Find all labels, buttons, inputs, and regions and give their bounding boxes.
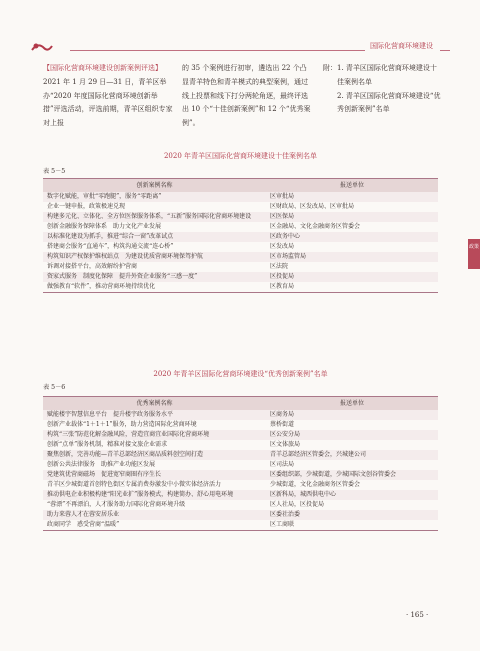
chapter-side-tab: 政策 [468,239,480,269]
table-row [43,192,438,202]
intro-column-3 [323,62,443,117]
intro-column-1 [43,62,173,131]
table-row [43,282,438,293]
table-row [43,460,438,470]
reporting-unit-cell: 区新科局，城西供电中心 [266,490,438,500]
case-name-cell: 聚焦创新，完善功能—青羊总部经济区商品质料创空间打造 [43,450,266,460]
table-row [43,222,438,232]
table2 [43,396,438,531]
intro-column-2 [182,62,312,131]
table-row [43,212,438,222]
table2-header-unit: 报送单位 [266,397,438,411]
case-name-cell: 资家式服务 制度化保障 提升外资企业服务“三感一度” [43,272,266,282]
page-number: · 165 · [406,611,429,619]
table1-header-name: 创新案例名称 [43,179,266,193]
reporting-unit-cell: 区司法局 [266,460,438,470]
header-rule-right [440,50,450,51]
table1-title: 2020 年青羊区国际化营商环境建设十佳案例名单 [163,152,318,160]
appendix-label: 附： [323,64,337,72]
reporting-unit-cell: 区政务中心 [266,232,438,242]
case-name-cell: 青羊区少城街道首创特色街区专属消费券激发中小微实体经济活力 [43,480,266,490]
reporting-unit-cell: 青羊总部经济区管委会，兴城建公司 [266,450,438,460]
table-row [43,410,438,420]
table2-body [43,410,438,531]
reporting-unit-cell: 区公安分局 [266,430,438,440]
header-rule [70,50,365,51]
table-row [43,430,438,440]
reporting-unit-cell: 区市场监管局 [266,252,438,262]
table-row [43,450,438,460]
case-name-cell: 创新公共法律服务 助推产业功能区发展 [43,460,266,470]
reporting-unit-cell: 区委社治委 [266,510,438,520]
reporting-unit-cell: 区文体旅局 [266,440,438,450]
table1-label: 表 5－5 [43,168,66,175]
intro-text-1: 2021 年 1 月 29 日—31 日，青羊区举办“2020 年度国际化营商环境创新举措”评选活动，评选前期，青羊区组织专家对上报 [43,77,173,128]
case-name-cell: 构筑“三张”防范化解金融风险，营造宜商宜业国际化营商环境 [43,430,266,440]
case-name-cell: 以标准化建设为抓手，推进“综合一窗”改革试点 [43,232,266,242]
table-row [43,232,438,242]
table-row [43,490,438,500]
reporting-unit-cell: 区教育局 [266,282,438,293]
table1-body [43,192,438,293]
table-row [43,520,438,531]
table-row [43,202,438,212]
case-name-cell: 赋能楼宇智慧信息平台 提升楼宇政务服务水平 [43,410,266,420]
intro-heading: 【国际化营商环境建设创新案例评选】 [43,64,162,72]
reporting-unit-cell: 蔡桥街道 [266,420,438,430]
table2-header-name: 优秀案例名称 [43,397,266,411]
reporting-unit-cell: 区医保局 [266,212,438,222]
reporting-unit-cell: 区委组织部，少城街道，少城国际文创谷管委会 [266,470,438,480]
table-row [43,440,438,450]
case-name-cell: 党建筑优营商磁场 促进宽窄商圈有序生长 [43,470,266,480]
case-name-cell: 构筑知识产权保护维权站点 为建设优质营商环境保驾护航 [43,252,266,262]
case-name-cell: 构建多元化、立体化、全方位医保服务体系，“五新”服务国际化营商环境建设 [43,212,266,222]
reporting-unit-cell: 区法院 [266,262,438,272]
case-name-cell: 做强教育“软件”，推动营商环境持续优化 [43,282,266,293]
case-name-cell: 政商同学 惑受营商“温暖” [43,520,266,531]
case-name-cell: “蓉漂”不再漂泊，人才服务助力国际化营商环境升级 [43,500,266,510]
reporting-unit-cell: 区财政局、区发改局、区审批局 [266,202,438,212]
reporting-unit-cell: 少城街道，文化金融商务区管委会 [266,480,438,490]
table1 [43,178,438,293]
reporting-unit-cell: 区金融局、文化金融商务区管委会 [266,222,438,232]
table-row [43,420,438,430]
case-name-cell: 创新产业载体“1＋1＋1”服务，助力营造国际化营商环境 [43,420,266,430]
reporting-unit-cell: 区发改局 [266,242,438,252]
reporting-unit-cell: 区商务局 [266,410,438,420]
table-row [43,510,438,520]
case-name-cell: 创新金融服务保障体系 助力文化产业发展 [43,222,266,232]
table-row [43,500,438,510]
table-row [43,470,438,480]
case-name-cell: 创新“点单”服务机制，精准对接文旅企业需求 [43,440,266,450]
reporting-unit-cell: 区人社局，区投促局 [266,500,438,510]
table1-header-unit: 报送单位 [266,179,438,193]
appendix-item: 1. 青羊区国际化营商环境建设十佳案例名单 [337,64,437,86]
running-title: 国际化营商环境建设 [370,42,433,50]
reporting-unit-cell: 区审批局 [266,192,438,202]
case-name-cell: 搭建商会服务“直通车”，构筑沟通交流“连心桥” [43,242,266,252]
reporting-unit-cell: 区投促局 [266,272,438,282]
reporting-unit-cell: 区工商联 [266,520,438,531]
case-name-cell: 企业一键申报，政策极速兑现 [43,202,266,212]
publisher-logo [30,40,70,54]
case-name-cell: 诉调对接搭平台，高效解纷护营商 [43,262,266,272]
intro-text-2: 的 35 个案例进行初审，遴选出 22 个凸显青羊特色和青羊模式的典型案例，通过线上投票和线下打分两轮角逐，最终评选出 10 个“十佳创新案例”和 12 个“优秀案例”。 [182,64,311,128]
table-row [43,262,438,272]
table-row [43,242,438,252]
case-name-cell: 数字化赋能，审批“零跑腿”，服务“零距离” [43,192,266,202]
table-row [43,480,438,490]
table-row [43,272,438,282]
appendix-item: 2. 青羊区国际化营商环境建设“优秀创新案例”名单 [337,91,441,114]
table2-title: 2020 年青羊区国际化营商环境建设“优秀创新案例”名单 [153,370,328,378]
case-name-cell: 助力来蓉人才在蓉安居乐业 [43,510,266,520]
case-name-cell: 推动供电企业积极构建“阳光业扩”服务模式，构建简办、舒心用电环境 [43,490,266,500]
table2-label: 表 5－6 [43,384,66,391]
table-row [43,252,438,262]
